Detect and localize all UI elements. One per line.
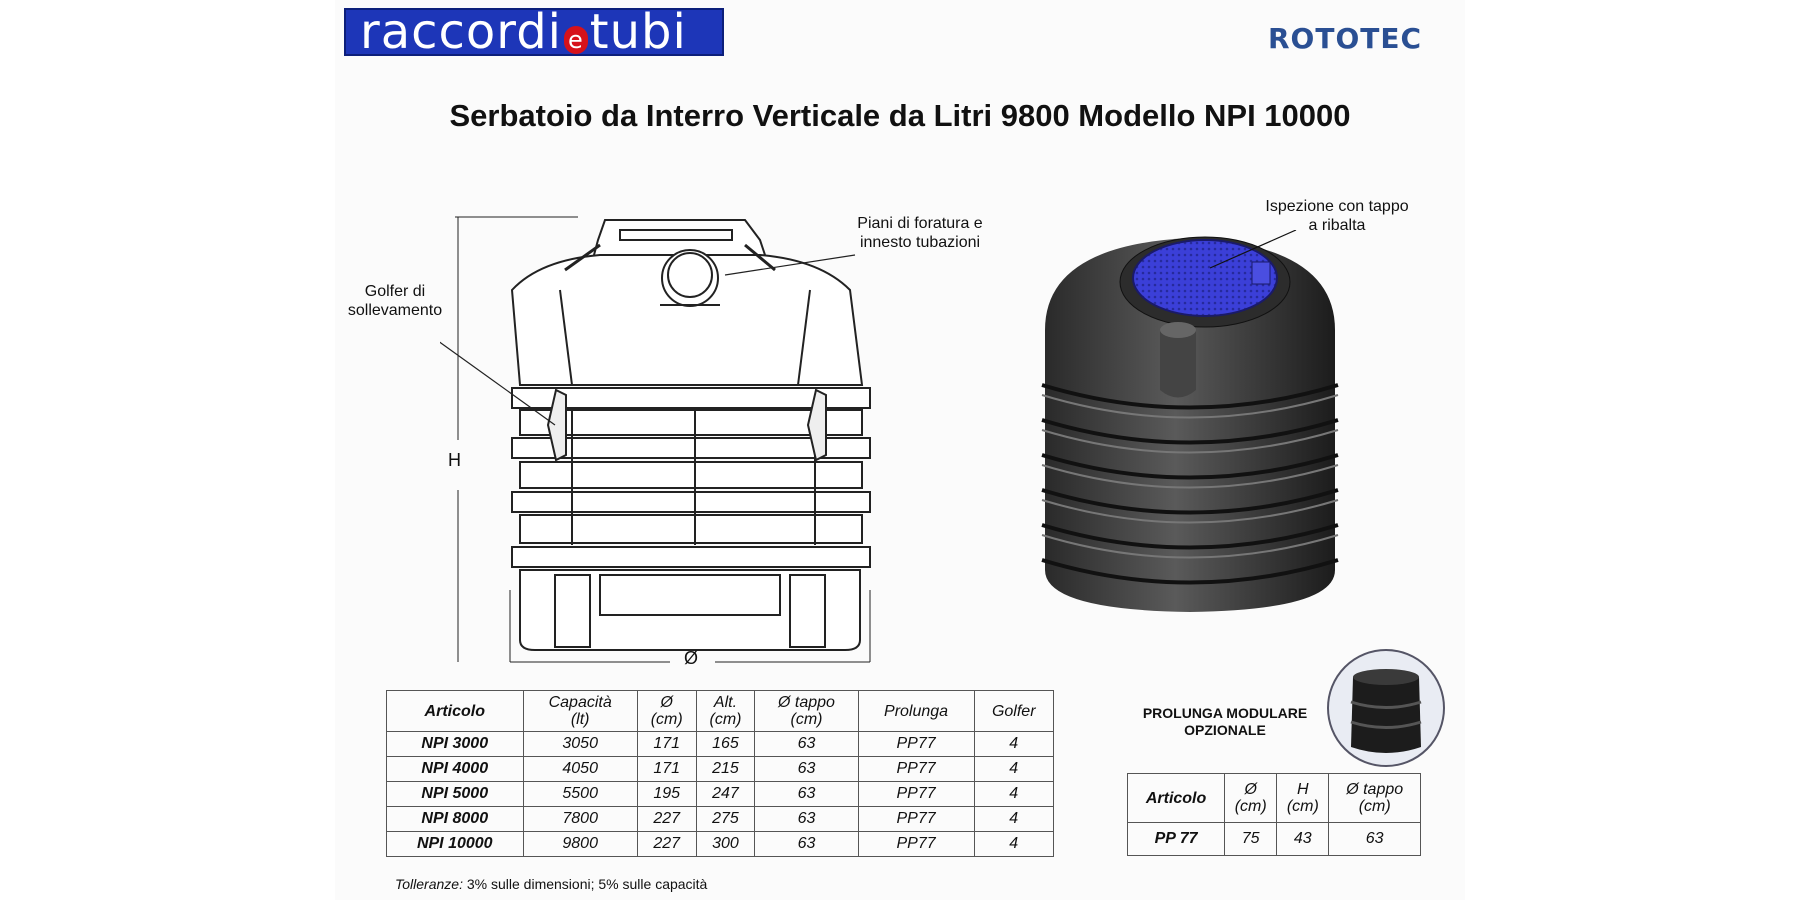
header-text: Ø: [1244, 781, 1257, 798]
piani-callout: Piani di foratura e innesto tubazioni: [857, 215, 983, 251]
models-table-cell: 63: [755, 757, 858, 782]
models-table-cell: 7800: [523, 807, 637, 832]
extension-header-cell: [1225, 774, 1277, 823]
models-table-cell: PP77: [858, 732, 974, 757]
models-table-cell: NPI 4000: [387, 757, 524, 782]
models-table-cell: PP77: [858, 832, 974, 857]
extension-table-header: [1128, 774, 1421, 823]
models-table-cell: PP77: [858, 757, 974, 782]
models-table: [386, 690, 1054, 857]
models-table-cell: 9800: [523, 832, 637, 857]
models-table-header: [387, 691, 1054, 732]
page-title: Serbatoio da Interro Verticale da Litri 9800 Modello NPI 10000: [449, 98, 1351, 133]
prolunga-label: PROLUNGA MODULARE OPZIONALE: [1142, 705, 1308, 738]
header-text: (cm): [650, 711, 683, 728]
header-text: (lt): [570, 711, 590, 728]
rototec-logo: ROTOTEC: [1268, 22, 1423, 55]
models-header-cell: [858, 691, 974, 732]
models-table-cell: 4: [974, 782, 1054, 807]
models-header-cell: [696, 691, 755, 732]
models-header-cell: [387, 691, 524, 732]
models-table-cell: 4: [974, 757, 1054, 782]
header-text: Capacità: [548, 694, 612, 711]
header-text: Golfer: [991, 702, 1036, 720]
models-table-cell: 63: [755, 807, 858, 832]
raccordi-e-tubi-logo: [344, 4, 724, 60]
header-text: Ø tappo: [778, 694, 835, 711]
header-text: (cm): [790, 711, 823, 728]
extension-table-cell: 43: [1277, 823, 1329, 856]
models-header-cell: [637, 691, 696, 732]
golfer-callout: Golfer di sollevamento: [347, 283, 443, 319]
models-table-cell: NPI 10000: [387, 832, 524, 857]
header-text: (cm): [709, 711, 742, 728]
extension-header-cell: [1128, 774, 1225, 823]
extension-thumbnail: [1325, 647, 1447, 769]
extension-header-cell: [1329, 774, 1421, 823]
tolerance-note: Tolleranze: 3% sulle dimensioni; 5% sulle capacità: [395, 876, 708, 892]
logo-text-tubi: tubi: [589, 4, 687, 60]
header-text: Ø tappo: [1346, 781, 1404, 798]
models-header-cell: [755, 691, 858, 732]
models-header-cell: [523, 691, 637, 732]
models-table-cell: 63: [755, 732, 858, 757]
models-table-cell: PP77: [858, 782, 974, 807]
models-table-cell: 165: [696, 732, 755, 757]
models-table-cell: 63: [755, 832, 858, 857]
header-text: H: [1297, 781, 1309, 798]
models-table-cell: 4: [974, 807, 1054, 832]
header-text: Articolo: [1145, 789, 1207, 807]
extension-table-row: [1128, 823, 1421, 856]
models-table-cell: 195: [637, 782, 696, 807]
height-dimension-label: H: [448, 450, 461, 470]
models-table-cell: NPI 8000: [387, 807, 524, 832]
models-table-cell: 227: [637, 832, 696, 857]
models-table-row: [387, 807, 1054, 832]
models-table-cell: 275: [696, 807, 755, 832]
models-table-cell: 215: [696, 757, 755, 782]
header-text: (cm): [1286, 798, 1319, 815]
diameter-dimension-label: Ø: [684, 648, 699, 668]
header-text: Articolo: [424, 702, 485, 720]
header-text: Alt.: [713, 694, 738, 711]
logo-text-raccordi: raccordi: [360, 4, 562, 60]
tank-3d-render: [1035, 230, 1345, 615]
extension-table-cell: 63: [1329, 823, 1421, 856]
tank-technical-drawing: [440, 200, 900, 675]
models-table-cell: NPI 5000: [387, 782, 524, 807]
models-table-cell: 4050: [523, 757, 637, 782]
models-table-cell: 5500: [523, 782, 637, 807]
models-table-cell: 300: [696, 832, 755, 857]
extension-table-cell: PP 77: [1128, 823, 1225, 856]
models-table-row: [387, 757, 1054, 782]
models-table-cell: 171: [637, 732, 696, 757]
models-table-cell: 4: [974, 732, 1054, 757]
models-table-row: [387, 732, 1054, 757]
extension-table: [1127, 773, 1421, 856]
extension-table-cell: 75: [1225, 823, 1277, 856]
extension-header-cell: [1277, 774, 1329, 823]
header-text: (cm): [1358, 798, 1391, 815]
models-table-cell: 171: [637, 757, 696, 782]
models-table-row: [387, 782, 1054, 807]
logo-text-e: e: [564, 26, 588, 54]
models-table-cell: 4: [974, 832, 1054, 857]
models-table-row: [387, 832, 1054, 857]
ispezione-callout: Ispezione con tappo a ribalta: [1265, 198, 1409, 234]
models-table-cell: PP77: [858, 807, 974, 832]
header-text: Ø: [660, 694, 673, 711]
models-table-cell: 3050: [523, 732, 637, 757]
models-header-cell: [974, 691, 1054, 732]
header-text: (cm): [1234, 798, 1267, 815]
models-table-cell: 247: [696, 782, 755, 807]
header-text: Prolunga: [884, 702, 949, 720]
models-table-cell: NPI 3000: [387, 732, 524, 757]
models-table-cell: 227: [637, 807, 696, 832]
models-table-cell: 63: [755, 782, 858, 807]
